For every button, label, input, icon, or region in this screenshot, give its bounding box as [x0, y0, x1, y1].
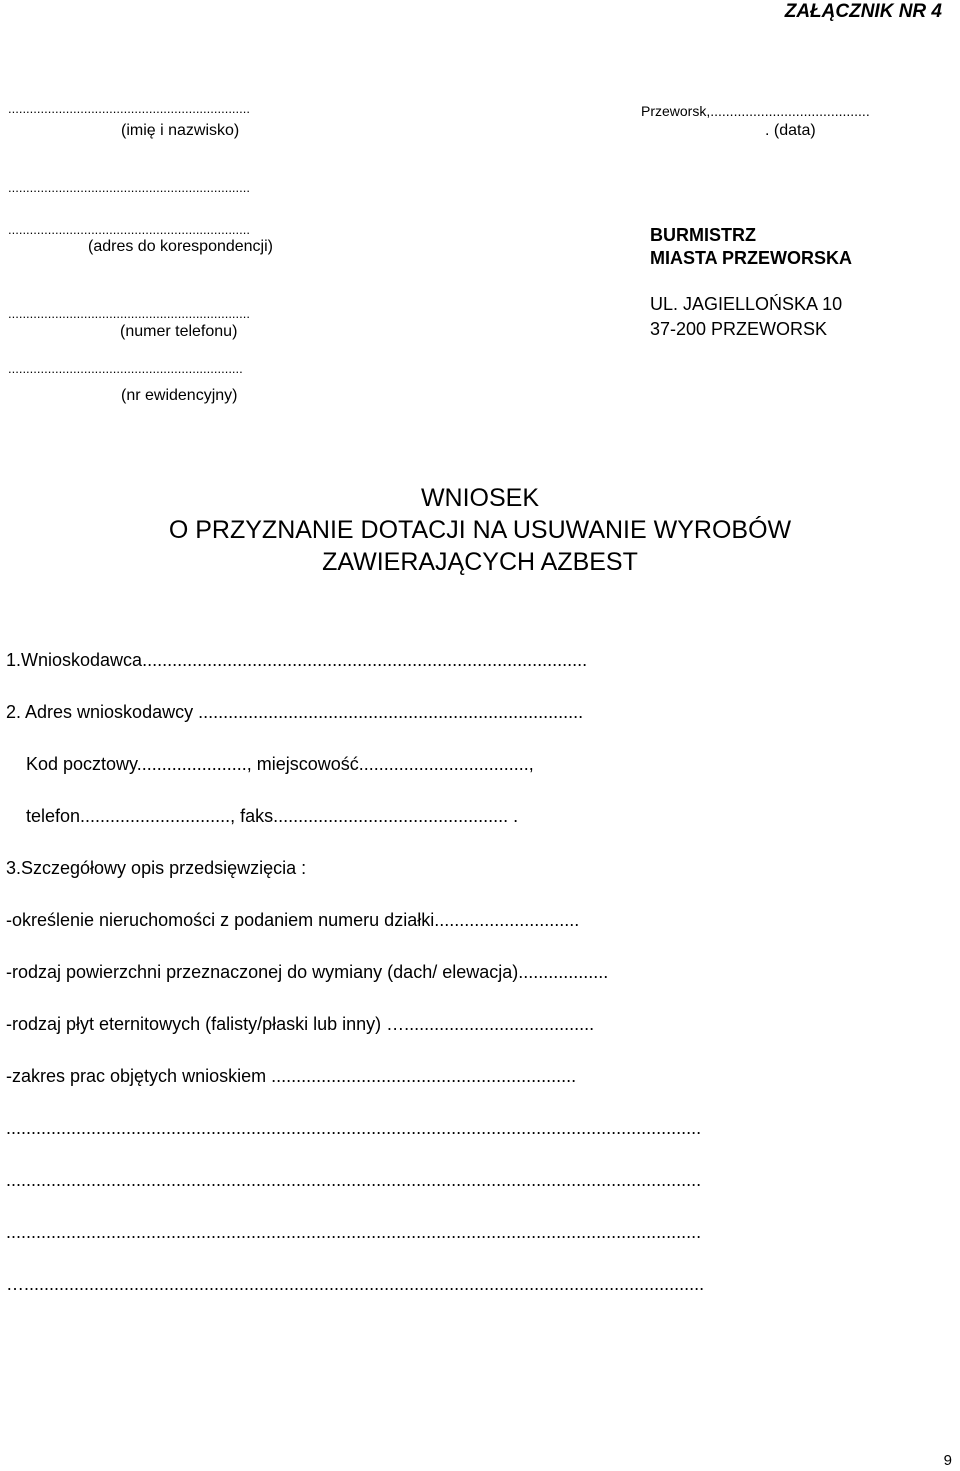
- address-caption: (adres do korespondencji): [88, 238, 273, 255]
- blank-line-4[interactable]: …........................................................................................................................................: [6, 1274, 705, 1294]
- recipient-line-2: MIASTA PRZEWORSKA: [650, 248, 852, 268]
- name-line[interactable]: ...................................................................: [8, 101, 250, 116]
- address-line-2[interactable]: ...................................................................: [8, 222, 250, 237]
- place-date-line[interactable]: Przeworsk,.........................................: [641, 103, 870, 119]
- field-plate-type[interactable]: -rodzaj płyt eternitowych (falisty/płaski lub inny) …......................................: [6, 1014, 595, 1034]
- document-title: [0, 482, 960, 578]
- registration-caption: (nr ewidencyjny): [121, 387, 238, 404]
- section-3-heading: 3.Szczegółowy opis przedsięwzięcia :: [6, 858, 307, 878]
- address-line-1[interactable]: ...................................................................: [8, 180, 250, 195]
- title-line-3: ZAWIERAJĄCYCH AZBEST: [322, 548, 638, 576]
- registration-line[interactable]: .................................................................: [8, 361, 243, 376]
- recipient-title: [650, 224, 852, 270]
- title-line-2: O PRZYZNANIE DOTACJI NA USUWANIE WYROBÓW: [168, 516, 792, 544]
- title-line-1: WNIOSEK: [420, 484, 540, 512]
- field-address[interactable]: 2. Adres wnioskodawcy .............................................................................: [6, 702, 584, 722]
- phone-line[interactable]: ...................................................................: [8, 306, 250, 321]
- recipient-address: [650, 292, 842, 342]
- page-number: 9: [943, 1452, 952, 1469]
- blank-line-1[interactable]: ...........................................................................................................................................: [6, 1118, 702, 1138]
- blank-line-2[interactable]: ...........................................................................................................................................: [6, 1170, 702, 1190]
- recipient-line-1: BURMISTRZ: [650, 225, 756, 245]
- annex-label: ZAŁĄCZNIK NR 4: [784, 1, 942, 22]
- field-property[interactable]: -określenie nieruchomości z podaniem numeru działki.............................: [6, 910, 580, 930]
- field-phone-fax[interactable]: telefon.............................., faks............................................... .: [26, 806, 519, 826]
- recipient-street: UL. JAGIELLOŃSKA 10: [650, 294, 843, 314]
- name-caption: (imię i nazwisko): [121, 122, 240, 139]
- recipient-city: 37-200 PRZEWORSK: [650, 319, 828, 339]
- phone-caption: (numer telefonu): [120, 323, 238, 340]
- field-work-scope[interactable]: -zakres prac objętych wnioskiem .............................................................: [6, 1066, 577, 1086]
- field-postal-city[interactable]: Kod pocztowy......................, miejscowość..................................,: [26, 754, 534, 774]
- field-surface-type[interactable]: -rodzaj powierzchni przeznaczonej do wymiany (dach/ elewacja)..................: [6, 962, 609, 982]
- blank-line-3[interactable]: ...........................................................................................................................................: [6, 1222, 702, 1242]
- field-applicant[interactable]: 1.Wnioskodawca.........................................................................................: [6, 650, 588, 670]
- date-caption: . (data): [765, 122, 816, 139]
